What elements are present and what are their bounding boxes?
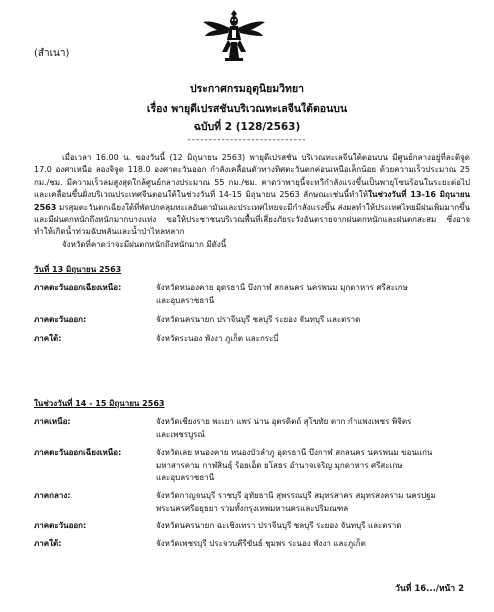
- province-line: มหาสารคาม กาฬสินธุ์ ร้อยเอ็ด ยโสธร อำนาจเจริญ มุกดาหาร ศรีสะเกษ: [156, 460, 403, 470]
- region-provinces: [156, 447, 474, 484]
- province-line: จังหวัดระนอง พังงา ภูเก็ต และกระบี่: [156, 333, 279, 343]
- page-continuation: วันที่ 16.../หน้า 2: [395, 584, 464, 594]
- region-label: ภาคตะวันออกเฉียงเหนือ:: [34, 448, 122, 458]
- region-label: ภาคเหนือ:: [34, 417, 71, 427]
- region-provinces: [156, 520, 474, 532]
- region-provinces: [156, 282, 474, 307]
- province-line: จังหวัดนครนายก ปราจีนบุรี ชลบุรี ระยอง จันทบุรี และตราด: [156, 315, 361, 325]
- region-row: [34, 447, 474, 484]
- region-row: [34, 282, 474, 307]
- region-label: ภาคตะวันออก:: [34, 521, 87, 531]
- provinces-intro: จังหวัดที่คาดว่าจะมีฝนตกหนักถึงหนักมาก มีดังนี้: [62, 239, 227, 249]
- highlight-date-range: ในช่วงวันที่ 13-16 มิถุนายน 2563: [34, 190, 470, 212]
- region-row: [34, 333, 474, 345]
- province-line: และอุบลราชธานี: [156, 473, 215, 483]
- region-provinces: [156, 416, 474, 441]
- body-text: เมื่อเวลา 16.00 น. ของวันนี้ (12 มิถุนายน 2563) พายุดีเปรสชัน บริเวณทะเลจีนใต้ตอนบน มีศูนย์กลางอยู่ที่ละติจูด 17.0 องศาเหนือ ลองจิจูด 118.0 องศาตะวันออก กำลังเคลื่อนตัวทางทิศตะวันตกค่อนเหนือเล็กน้อย ด้วยความเร็วประมาณ 25 กม./ชม. มีความเร็วลมสูงสุดใกล้ศูนย์กลางประมาณ 55 กม./ชม. คาดว่าพายุนี้จะทวีกำลังแรงขึ้นเป็นพายุโซนร้อนในระยะต่อไป และเคลื่อนขึ้นฝั่งบริเวณประเทศจีนตอนใต้ในช่วงวันที่ 14-15 มิถุนายน 2563 ลักษณะเช่นนี้ทำให้: [34, 153, 470, 200]
- separator-line: ----------------------------: [187, 135, 307, 145]
- province-line: จังหวัดนครนายก ฉะเชิงเทรา ปราจีนบุรี ชลบุรี ระยอง จันทบุรี และตราด: [156, 521, 402, 531]
- announcement-subject: เรื่อง พายุดีเปรสชันบริเวณทะเลจีนใต้ตอนบน: [146, 103, 348, 115]
- region-label: ภาคตะวันออกเฉียงเหนือ:: [34, 283, 122, 293]
- province-line: จังหวัดเพชรบุรี ประจวบคีรีขันธ์ ชุมพร ระนอง พังงา และภูเก็ต: [156, 538, 366, 548]
- region-provinces: [156, 490, 474, 515]
- region-provinces: [156, 333, 474, 345]
- copy-label: (สำเนา): [34, 48, 70, 59]
- section-title: ในช่วงวันที่ 14 - 15 มิถุนายน 2563: [34, 399, 165, 408]
- region-row: [34, 520, 474, 532]
- region-row: [34, 416, 474, 441]
- region-provinces: [156, 538, 474, 550]
- announcement-title: ประกาศกรมอุตุนิยมวิทยา: [189, 83, 305, 95]
- province-line: และเพชรบูรณ์: [156, 429, 205, 439]
- section-day-13: [34, 264, 474, 345]
- region-label: ภาคกลาง:: [34, 491, 71, 501]
- announcement-body: [34, 152, 470, 251]
- province-line: จังหวัดเชียงราย พะเยา แพร่ น่าน อุตรดิตถ์ สุโขทัย ตาก กำแพงเพชร พิจิตร: [156, 417, 412, 427]
- announcement-number: ฉบับที่ 2 (128/2563): [193, 121, 301, 133]
- garuda-emblem-icon: [201, 6, 267, 64]
- body-paragraph: [34, 152, 470, 239]
- province-line: จังหวัดหนองคาย อุดรธานี บึงกาฬ สกลนคร นครพนม มุกดาหาร ศรีสะเกษ: [156, 283, 408, 293]
- region-label: ภาคตะวันออก:: [34, 315, 87, 325]
- region-row: [34, 314, 474, 326]
- body-text: มรสุมตะวันตกเฉียงใต้ที่พัดปกคลุมทะเลอันดามันและประเทศไทยจะมีกำลังแรงขึ้น ส่งผลทำให้ประเทศไทยมีฝนเพิ่มมากขึ้นและมีฝนตกหนักถึงหนักมากบางแห่ง ขอให้ประชาชนบริเวณพื้นที่เสี่ยงภัยระวังอันตรายจากฝนตกหนักและฝนตกสะสม ซึ่งอาจทำให้เกิดน้ำท่วมฉับพลันและน้ำป่าไหลหลาก: [34, 202, 470, 237]
- region-row: [34, 538, 474, 550]
- section-day-14-15: [34, 398, 474, 550]
- region-row: [34, 490, 474, 515]
- province-line: และอุบลราชธานี: [156, 295, 215, 305]
- province-line: จังหวัดเลย หนองคาย หนองบัวลำภู อุดรธานี บึงกาฬ สกลนคร นครพนม ขอนแก่น: [156, 448, 433, 458]
- region-provinces: [156, 314, 474, 326]
- section-title: วันที่ 13 มิถุนายน 2563: [34, 265, 122, 274]
- region-label: ภาคใต้:: [34, 333, 62, 343]
- province-line: จังหวัดกาญจนบุรี ราชบุรี อุทัยธานี สุพรรณบุรี สมุทรสาคร สมุทรสงคราม นครปฐม: [156, 491, 436, 501]
- region-label: ภาคใต้:: [34, 538, 62, 548]
- province-line: พระนครศรีอยุธยา รวมทั้งกรุงเทพมหานครและปริมณฑล: [156, 503, 349, 513]
